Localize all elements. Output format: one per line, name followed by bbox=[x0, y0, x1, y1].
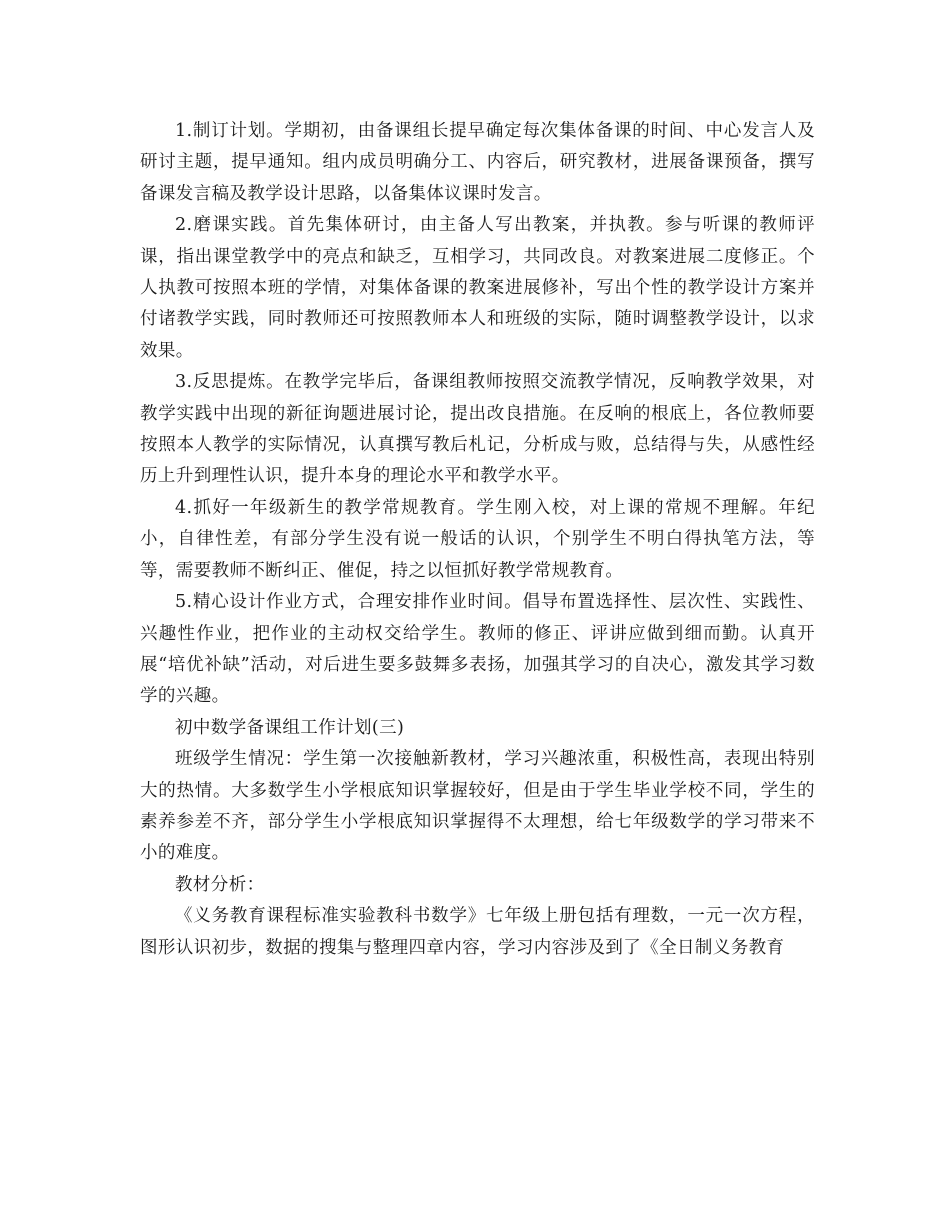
paragraph-routine-education: 4.抓好一年级新生的教学常规教育。学生刚入校，对上课的常规不理解。年纪小，自律性差，有部分学生没有说一般话的认识，个别学生不明白得执笔方法，等等，需要教师不断纠正、催促，持之以恒抓好教学常规教育。 bbox=[140, 497, 815, 581]
paragraph-textbook-analysis: 《义务教育课程标准实验教科书数学》七年级上册包括有理数，一元一次方程，图形认识初步，数据的搜集与整理四章内容，学习内容涉及到了《全日制义务教育 bbox=[140, 906, 815, 958]
paragraph-class-situation: 班级学生情况：学生第一次接触新教材，学习兴趣浓重，积极性高，表现出特别大的热情。大多数学生小学根底知识掌握较好，但是由于学生毕业学校不同，学生的素养参差不齐，部分学生小学根底知识掌握得不太理想，给七年级数学的学习带来不小的难度。 bbox=[140, 749, 815, 864]
paragraph-practice: 2.磨课实践。首先集体研讨，由主备人写出教案，并执教。参与听课的教师评课，指出课堂教学中的亮点和缺乏，互相学习，共同改良。对教案进展二度修正。个人执教可按照本班的学情，对集体备课的教案进展修补，写出个性的教学设计方案并付诸教学实践，同时教师还可按照教师本人和班级的实际，随时调整教学设计，以求效果。 bbox=[140, 215, 815, 361]
paragraph-reflection: 3.反思提炼。在教学完毕后，备课组教师按照交流教学情况，反响教学效果，对教学实践中出现的新征询题进展讨论，提出改良措施。在反响的根底上，各位教师要按照本人教学的实际情况，认真撰写教后札记，分析成与败，总结得与失，从感性经历上升到理性认识，提升本身的理论水平和教学水平。 bbox=[140, 372, 815, 487]
paragraph-plan: 1.制订计划。学期初，由备课组长提早确定每次集体备课的时间、中心发言人及研讨主题，提早通知。组内成员明确分工、内容后，研究教材，进展备课预备，撰写备课发言稿及教学设计思路，以备集体议课时发言。 bbox=[140, 121, 815, 204]
paragraph-homework: 5.精心设计作业方式，合理安排作业时间。倡导布置选择性、层次性、实践性、兴趣性作业，把作业的主动权交给学生。教师的修正、评讲应做到细而勤。认真开展“培优补缺”活动，对后进生要多鼓舞多表扬，加强其学习的自决心，激发其学习数学的兴趣。 bbox=[140, 592, 815, 707]
paragraph-textbook-analysis-label: 教材分析： bbox=[175, 874, 265, 895]
section-heading: 初中数学备课组工作计划(三) bbox=[175, 717, 405, 738]
document-body bbox=[140, 116, 815, 964]
